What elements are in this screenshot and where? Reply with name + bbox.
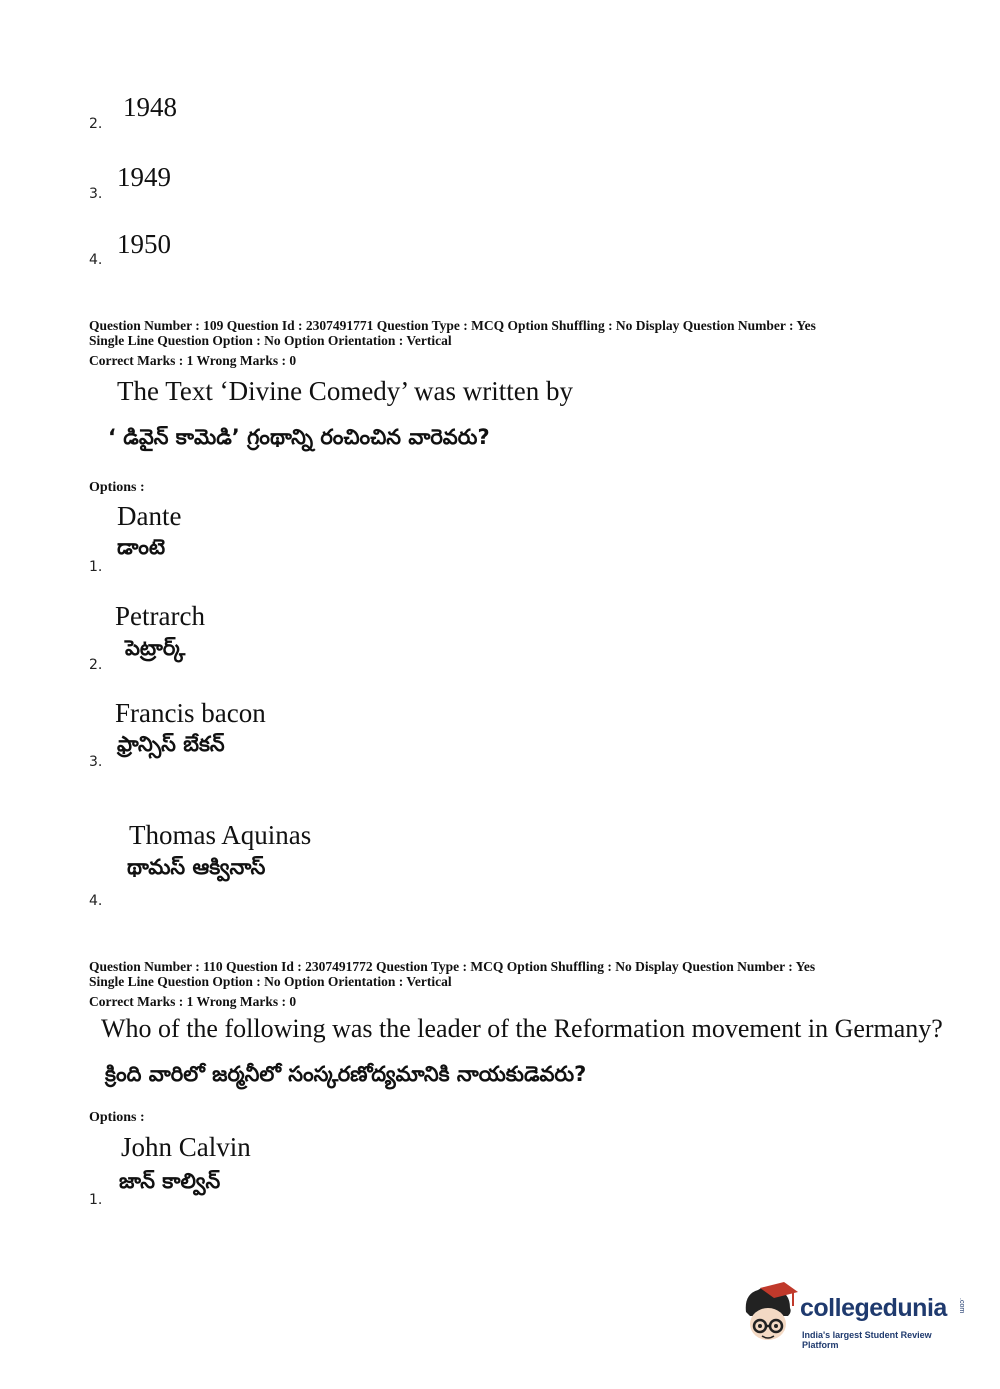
option-text: Petrarch — [115, 601, 205, 631]
question-meta: Single Line Question Option : No Option Orientation : Vertical — [89, 974, 452, 989]
option-number: 4. — [89, 252, 103, 268]
option-number: 1. — [89, 559, 103, 575]
option-number: 2. — [89, 116, 103, 132]
logo-tagline: India's largest Student Review Platform — [802, 1330, 932, 1350]
option-text: Francis bacon — [115, 698, 266, 728]
option-number: 1. — [89, 1192, 103, 1208]
question-text-en: Who of the following was the leader of the Reformation movement in Germany? — [101, 1014, 943, 1043]
option-text-te: ఫ్రాన్సిస్ బేకన్ — [117, 732, 225, 756]
question-marks: Correct Marks : 1 Wrong Marks : 0 — [89, 353, 297, 368]
option-text: Thomas Aquinas — [129, 820, 312, 850]
question-meta: Single Line Question Option : No Option Orientation : Vertical — [89, 333, 452, 348]
question-text-te: ‘ డివైన్ కామెడి’ గ్రంథాన్ని రంచించిన వారెవరు? — [108, 425, 490, 449]
mascot-icon — [740, 1282, 800, 1352]
option-number: 4. — [89, 893, 103, 909]
option-text: 1949 — [117, 162, 171, 192]
question-marks: Correct Marks : 1 Wrong Marks : 0 — [89, 994, 297, 1009]
options-label: Options : — [89, 480, 145, 495]
option-number: 3. — [89, 754, 103, 770]
question-text-en: The Text ‘Divine Comedy’ was written by — [117, 376, 574, 406]
option-text-te: థామస్ ఆక్వినాస్ — [127, 855, 266, 879]
option-text-te: డాంటె — [117, 535, 166, 559]
question-text-te: క్రింది వారిలో జర్మనీలో సంస్కరణోద్యమానికి నాయకుడెవరు? — [105, 1062, 587, 1086]
collegedunia-logo — [740, 1282, 970, 1352]
option-text: 1950 — [117, 229, 171, 259]
option-text: John Calvin — [121, 1132, 251, 1162]
option-text: Dante — [117, 501, 182, 531]
logo-wordmark: collegedunia — [800, 1294, 947, 1322]
question-meta: Question Number : 109 Question Id : 2307491771 Question Type : MCQ Option Shuffling : No Display Question Number : Yes — [89, 318, 816, 333]
option-number: 2. — [89, 657, 103, 673]
question-meta: Question Number : 110 Question Id : 2307491772 Question Type : MCQ Option Shuffling : No Display Question Number : Yes — [89, 959, 816, 974]
option-text: 1948 — [123, 92, 177, 122]
options-label: Options : — [89, 1110, 145, 1125]
option-text-te: పెట్రార్క్ — [125, 636, 186, 660]
logo-dotcom: .com — [958, 1298, 965, 1314]
option-text-te: జాన్ కాల్విన్ — [119, 1169, 221, 1193]
option-number: 3. — [89, 186, 103, 202]
